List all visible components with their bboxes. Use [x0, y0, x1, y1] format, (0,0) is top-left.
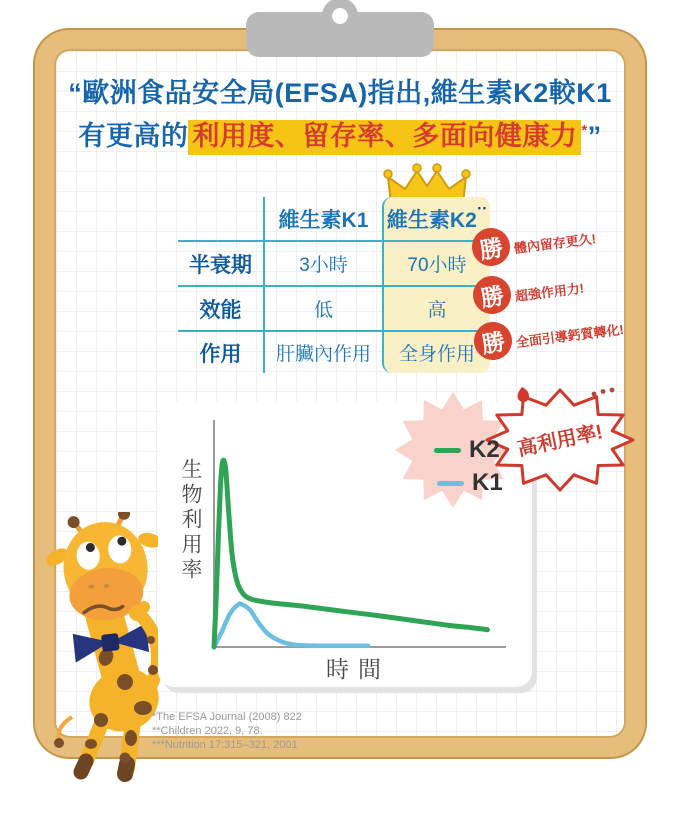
- dots-decoration: [592, 392, 597, 397]
- dots-decoration: [601, 389, 606, 394]
- legend-label-k1: K1: [472, 469, 503, 496]
- win-badge-note: 超強作用力!: [514, 280, 585, 304]
- action-k2-value: 全身作用: [382, 330, 490, 373]
- win-badge-note: 體內留存更久!: [513, 230, 597, 256]
- x-axis-label: 時間: [326, 656, 390, 682]
- k2-footnote-dots: ••: [477, 202, 489, 213]
- action-k1-value: 肝臟內作用: [263, 330, 382, 373]
- y-axis-label: 生物利用率: [179, 458, 202, 583]
- legend-item-k1: [437, 469, 503, 497]
- win-badge-note: 全面引導鈣質轉化!: [515, 321, 625, 350]
- speech-bubble-text: 高利用率!: [515, 421, 605, 461]
- efficacy-k2-value: 高: [382, 285, 490, 330]
- row-label-half-life: 半衰期: [178, 240, 263, 285]
- win-badge-icon: 勝: [469, 225, 513, 269]
- win-badge-icon: 勝: [470, 273, 514, 317]
- half-life-k1-value: 3小時: [263, 240, 382, 285]
- column-header-k1: 維生素K1: [263, 197, 382, 240]
- headline-highlight: 利用度、留存率、多面向健康力: [188, 120, 581, 155]
- drop-decoration: [518, 387, 529, 402]
- win-badge-potency: [473, 276, 584, 314]
- dots-decoration: [610, 388, 615, 393]
- headline: [48, 74, 632, 155]
- legend-swatch-k2: [434, 448, 461, 453]
- efficacy-k1-value: 低: [263, 285, 382, 330]
- headline-line2-prefix: 有更高的: [78, 121, 189, 151]
- legend-swatch-k1: [437, 481, 464, 486]
- legend-item-k2: [434, 436, 500, 464]
- half-life-k2-value: 70小時: [382, 240, 490, 285]
- footnote-1: *The EFSA Journal (2008) 822: [152, 711, 302, 723]
- win-badge-icon: 勝: [471, 319, 515, 363]
- table-corner-cell: [178, 197, 263, 240]
- headline-footnote-marker: *: [581, 122, 588, 139]
- headline-close-quote: ”: [587, 121, 602, 151]
- row-label-efficacy: 效能: [178, 285, 263, 330]
- win-badge-retention: [472, 228, 596, 266]
- legend-label-k2: K2: [469, 436, 500, 463]
- column-header-k2: 維生素K2 ••: [382, 197, 490, 240]
- footnotes: [152, 710, 302, 752]
- comparison-table: [178, 197, 490, 373]
- win-badge-calcium: [474, 322, 624, 360]
- footnote-3: ***Nutrition 17:315–321, 2001: [152, 739, 298, 751]
- headline-line1: “歐洲食品安全局(EFSA)指出,維生素K2較K1: [68, 78, 612, 108]
- chart-decorations: [390, 383, 640, 511]
- footnote-2: **Children 2022, 9, 78.: [152, 725, 263, 737]
- row-label-action: 作用: [178, 330, 263, 373]
